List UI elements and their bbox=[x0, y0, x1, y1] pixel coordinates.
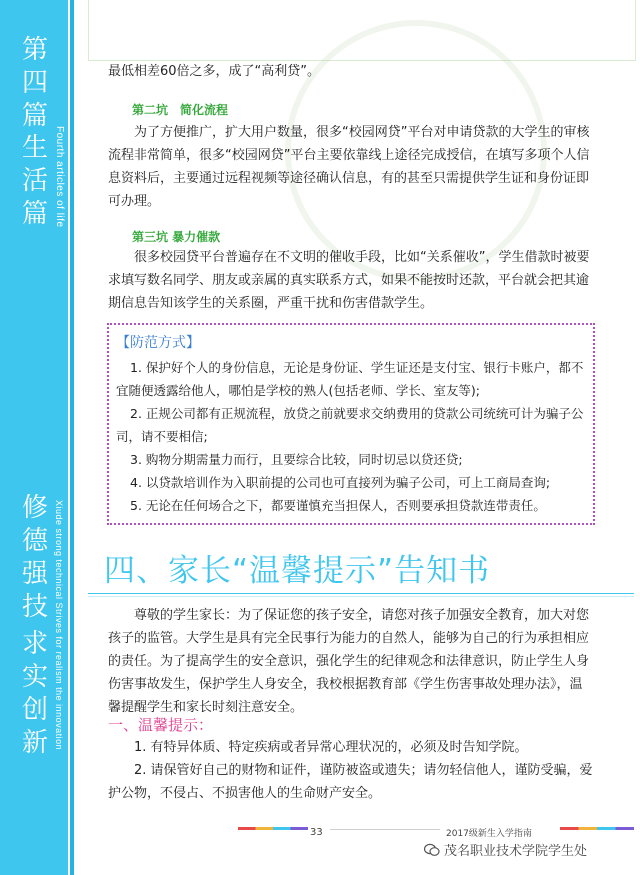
chapter-label bbox=[10, 34, 60, 133]
tip-item: 1. 有特异体质、特定疾病或者异常心理状况的，必须及时告知学院。 bbox=[134, 740, 528, 755]
footer-color-bar-left bbox=[238, 827, 308, 830]
motto2-char: 求 bbox=[21, 629, 48, 659]
motto-char: 强 bbox=[21, 559, 48, 589]
sidebar-english-bottom: Xiude strong technical Strives for realism the innovation bbox=[54, 500, 64, 751]
tip-item: 2. 请保管好自己的财物和证件，谨防被盗或遗失；请勿轻信他人，谨防受骗，爱护公物，不侵占、不损害他人的生命财产安全。 bbox=[108, 763, 593, 801]
wechat-source bbox=[424, 840, 587, 859]
pit2-heading: 第二坑 简化流程 bbox=[132, 103, 229, 117]
section-char: 生 bbox=[21, 133, 48, 163]
section-char: 篇 bbox=[21, 199, 48, 229]
motto2-char: 实 bbox=[21, 662, 48, 692]
warm-tips-heading: 一、温馨提示： bbox=[108, 716, 214, 734]
wechat-source-text: 茂名职业技术学院学生处 bbox=[444, 844, 588, 859]
motto-char: 技 bbox=[21, 592, 48, 622]
sidebar-english-top: Fourth articles of life bbox=[54, 126, 65, 228]
footer-guide-title: 2017级新生入学指南 bbox=[446, 829, 532, 839]
pit3-heading: 第三坑 暴力催款 bbox=[132, 230, 221, 244]
prevention-title: 【防范方式】 bbox=[116, 335, 200, 351]
sidebar-strip bbox=[70, 0, 74, 875]
chapter-char: 第 bbox=[21, 35, 48, 65]
paragraph-rate: 最低相差60倍之多，成了“高利贷”。 bbox=[108, 64, 321, 79]
prevention-item: 2. 正规公司都有正规流程，放贷之前就要求交纳费用的贷款公司统统可计为骗子公司，请不要相信; bbox=[116, 406, 584, 444]
motto-char: 德 bbox=[21, 526, 48, 556]
prevention-item: 5. 无论在任何场合之下，都要谨慎充当担保人，否则要承担贷款连带责任。 bbox=[130, 498, 546, 513]
section-underline bbox=[88, 596, 634, 597]
parent-notice-intro: 尊敬的学生家长：为了保证您的孩子安全，请您对孩子加强安全教育，加大对您孩子的监管。大学生是具有完全民事行为能力的自然人，能够为自己的行为承担相应的责任。为了提高学生的安全意识，强化学生的纪律观念和法律意识，防止学生人身伤害事故发生，保护学生人身安全，我校根据教育部《学生伤害事故处理办法》，温馨提醒学生和家长时刻注意安全。 bbox=[108, 608, 590, 715]
footer-color-bar-right bbox=[560, 827, 634, 830]
motto2-char: 创 bbox=[21, 695, 48, 725]
prevention-item: 4. 以贷款培训作为入职前提的公司也可直接列为骗子公司，可上工商局查询; bbox=[130, 475, 551, 490]
section-title: 四、家长“温馨提示”告知书 bbox=[104, 553, 491, 589]
section-char: 活 bbox=[21, 166, 48, 196]
paragraph-pit2: 为了方便推广，扩大用户数量，很多“校园网贷”平台对申请贷款的大学生的审核流程非常简单，很多“校园网贷”平台主要依靠线上途径完成授信，在填写多项个人信息资料后，主要通过远程视频等途径确认信息，有的甚至只需提供学生证和身份证即可办理。 bbox=[108, 125, 590, 209]
section-label bbox=[10, 132, 60, 231]
prevention-item: 3. 购物分期需量力而行，且要综合比较，同时切忌以贷还贷; bbox=[130, 452, 463, 467]
footer-rule bbox=[330, 829, 440, 830]
motto2-char: 新 bbox=[21, 728, 48, 758]
paragraph-pit3: 很多校园贷平台普遍存在不文明的催收手段，比如“关系催收”，学生借款时被要求填写数名同学、朋友或亲属的真实联系方式，如果不能按时还款，平台就会把其逾期信息告知该学生的关系圈，严重干扰和伤害借款学生。 bbox=[108, 250, 590, 311]
prevention-item: 1. 保护好个人的身份信息，无论是身份证、学生证还是支付宝、银行卡账户，都不宜随便透露给他人，哪怕是学校的熟人(包括老师、学长、室友等); bbox=[116, 360, 584, 398]
motto-label bbox=[10, 492, 60, 624]
chapter-char: 四 bbox=[21, 68, 48, 98]
motto-char: 修 bbox=[21, 493, 48, 523]
wechat-icon bbox=[424, 843, 440, 857]
section-rule bbox=[88, 593, 634, 594]
motto2-label bbox=[10, 628, 60, 760]
chapter-char: 篇 bbox=[21, 101, 48, 131]
page-number: 33 bbox=[310, 827, 323, 838]
